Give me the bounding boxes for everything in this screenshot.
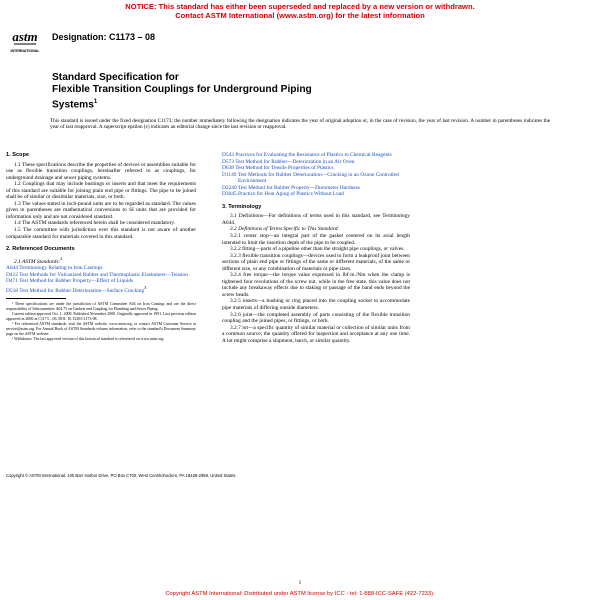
document-title <box>52 72 412 111</box>
page-number: 1 <box>298 580 302 586</box>
ref-item[interactable]: D573 Test Method for Rubber—Deterioration in an Air Oven <box>222 158 355 165</box>
term-3-2-3: 3.2.3 flexible transition couplings—devices used to form a leakproof joint between sections of plain end pipe or fittings of the same or different materials, of the same or different size, or any combination of materials or pipe sizes. <box>222 252 410 272</box>
term-3-2: 3.2 Definitions of Terms Specific to This Standard: <box>230 226 340 233</box>
ref-item[interactable]: D518 Test Method for Rubber Deterioration—Surface Cracking$^3$ <box>6 284 147 294</box>
svg-text:astm: astm <box>12 29 38 44</box>
ref-item[interactable]: D412 Test Methods for Vulcanized Rubber and Thermoplastic Elastomers—Tension <box>6 271 188 278</box>
footnote-1: ¹ These specifications are under the jurisdiction of ASTM Committee A04 on Iron Castings and are the direct responsibility of Subcommittee A04.75 on Gaskets and Coupling for Plumbing and Sewer Piping. <box>6 301 196 311</box>
issue-note: This standard is issued under the fixed designation C1173; the number immediately following the designation indicates the year of original adoption or, in the case of revision, the year of last revision. A number in parentheses indicates the year of last reapproval. A superscript epsilon (ε) indicates an editorial change since the last revision or reapproval. <box>50 118 550 131</box>
license-footer: Copyright ASTM International: Distributed under ASTM license by ICC - tel: 1-888-ICC-SAFE (422-7233). <box>165 591 435 597</box>
left-column <box>6 152 196 343</box>
designation: Designation: C1173 – 08 <box>52 32 156 42</box>
scope-1-1: 1.1 These specifications describe the properties of devices or assemblies suitable for use as flexible transition couplings, hereinafter referred to as couplings, for underground drainage and sewer piping systems. <box>6 161 196 181</box>
notice-line-2: Contact ASTM International (www.astm.org) for the latest information <box>175 11 425 20</box>
scope-1-3: 1.3 The values stated in inch-pound units are to be regarded as standard. The values given in parentheses are mathematical conversions to SI units that are provided for information only and are not considered standard. <box>6 200 196 220</box>
astm-logo <box>10 22 40 58</box>
scope-1-2: 1.2 Couplings that may include bushings or inserts and that meet the requirements of this standard are suitable for joining plain end pipe or fittings. The pipe to be joined shall be of similar or dissimilar materials, size, or both. <box>6 181 196 201</box>
term-3-2-4: 3.2.4 free torque—the torque value expressed in lbf·in./Nm when the clamp is tightened four revolutions of the screw nut. while in the free state. this value does not include any breakaway effects due to staking or passage of the band ends beyond the screw heads. <box>222 272 410 298</box>
ref-item[interactable]: D1149 Test Methods for Rubber Deterioration—Cracking in an Ozone Controlled Environment <box>222 171 399 185</box>
title-line-1: Standard Specification for <box>52 72 179 83</box>
ref-item[interactable]: D543 Practices for Evaluating the Resistance of Plastics to Chemical Reagents <box>222 152 392 158</box>
ref-item[interactable]: D3045 Practice for Heat Aging of Plastics Without Load <box>222 191 344 198</box>
scope-1-5: 1.5 The committee with jurisdiction over this standard is not aware of another comparable standard for materials covered in this standard. <box>6 227 196 240</box>
title-line-2: Flexible Transition Couplings for Underground Piping <box>52 84 312 95</box>
footnote-3: ³ Withdrawn. The last approved version of this historical standard is referenced on www.astm.org. <box>12 337 165 342</box>
term-3-2-5: 3.2.5 inserts—a bushing or ring placed into the coupling socket to accommodate pipe materials of differing outside diameters. <box>222 298 410 312</box>
term-3-2-7: 3.2.7 lot—a specific quantity of similar material or collection of similar units from a common source; the quantity offered for inspection and acceptance at any one time. A lot might comprise a shipment, batch, or similar quantity. <box>222 324 410 344</box>
copyright-line: Copyright © ASTM International, 100 Barr Harbor Drive, PO Box C700, West Conshohocken, PA 19428-2959, United States. <box>6 473 237 478</box>
term-3-2-6: 3.2.6 joint—the completed assembly of parts consisting of the flexible transition coupling and the joined pipes, or fittings, or both. <box>222 311 410 325</box>
term-3-2-1: 3.2.1 center stop—an integral part of the gasket centered on its axial length intended to limit the insertion depth of the pipe to be coupled. <box>222 233 410 246</box>
ref-item[interactable]: D638 Test Method for Tensile Properties of Plastics <box>222 165 334 172</box>
ref-item[interactable]: D2240 Test Method for Rubber Property—Durometer Hardness <box>222 184 360 191</box>
svg-text:INTERNATIONAL: INTERNATIONAL <box>10 49 40 53</box>
footnote-divider <box>6 298 66 299</box>
footnote-2: ² For referenced ASTM standards, visit the ASTM website, www.astm.org, or contact ASTM Customer Service at service@astm.org. For Annual Book of ASTM Standards volume information, refer to the standard's Document Summary page on the ASTM website. <box>6 322 196 336</box>
ref-item[interactable]: D471 Test Method for Rubber Property—Effect of Liquids <box>6 278 134 285</box>
title-line-3: Systems$^1$ <box>52 99 98 111</box>
term-3-1: 3.1 Definitions—For definitions of terms used in this standard, see Terminology A644. <box>222 213 410 226</box>
footnote-1-edition: Current edition approved Oct. 1, 2008. Published November 2008. Originally approved in 1991. Last previous edition approved in 2006 as C1173 – 06. DOI: 10.1520/C1173-08. <box>6 312 196 321</box>
term-3-2-2: 3.2.2 fitting—parts of a pipeline other than the straight pipe couplings, or valves. <box>230 246 405 253</box>
refs-heading: 2. Referenced Documents <box>6 246 75 253</box>
refs-sub: 2.1 ASTM Standards:$^2$ <box>14 255 63 265</box>
scope-1-4: 1.4 The ASTM standards referenced herein shall be considered mandatory. <box>14 220 176 227</box>
right-column <box>222 152 410 344</box>
terminology-heading: 3. Terminology <box>222 203 262 210</box>
notice-line-1: NOTICE: This standard has either been superseded and replaced by a new version or withdrawn. <box>125 2 475 11</box>
ref-item[interactable]: A644 Terminology Relating to Iron Castings <box>6 265 103 271</box>
scope-heading: 1. Scope <box>6 152 30 158</box>
